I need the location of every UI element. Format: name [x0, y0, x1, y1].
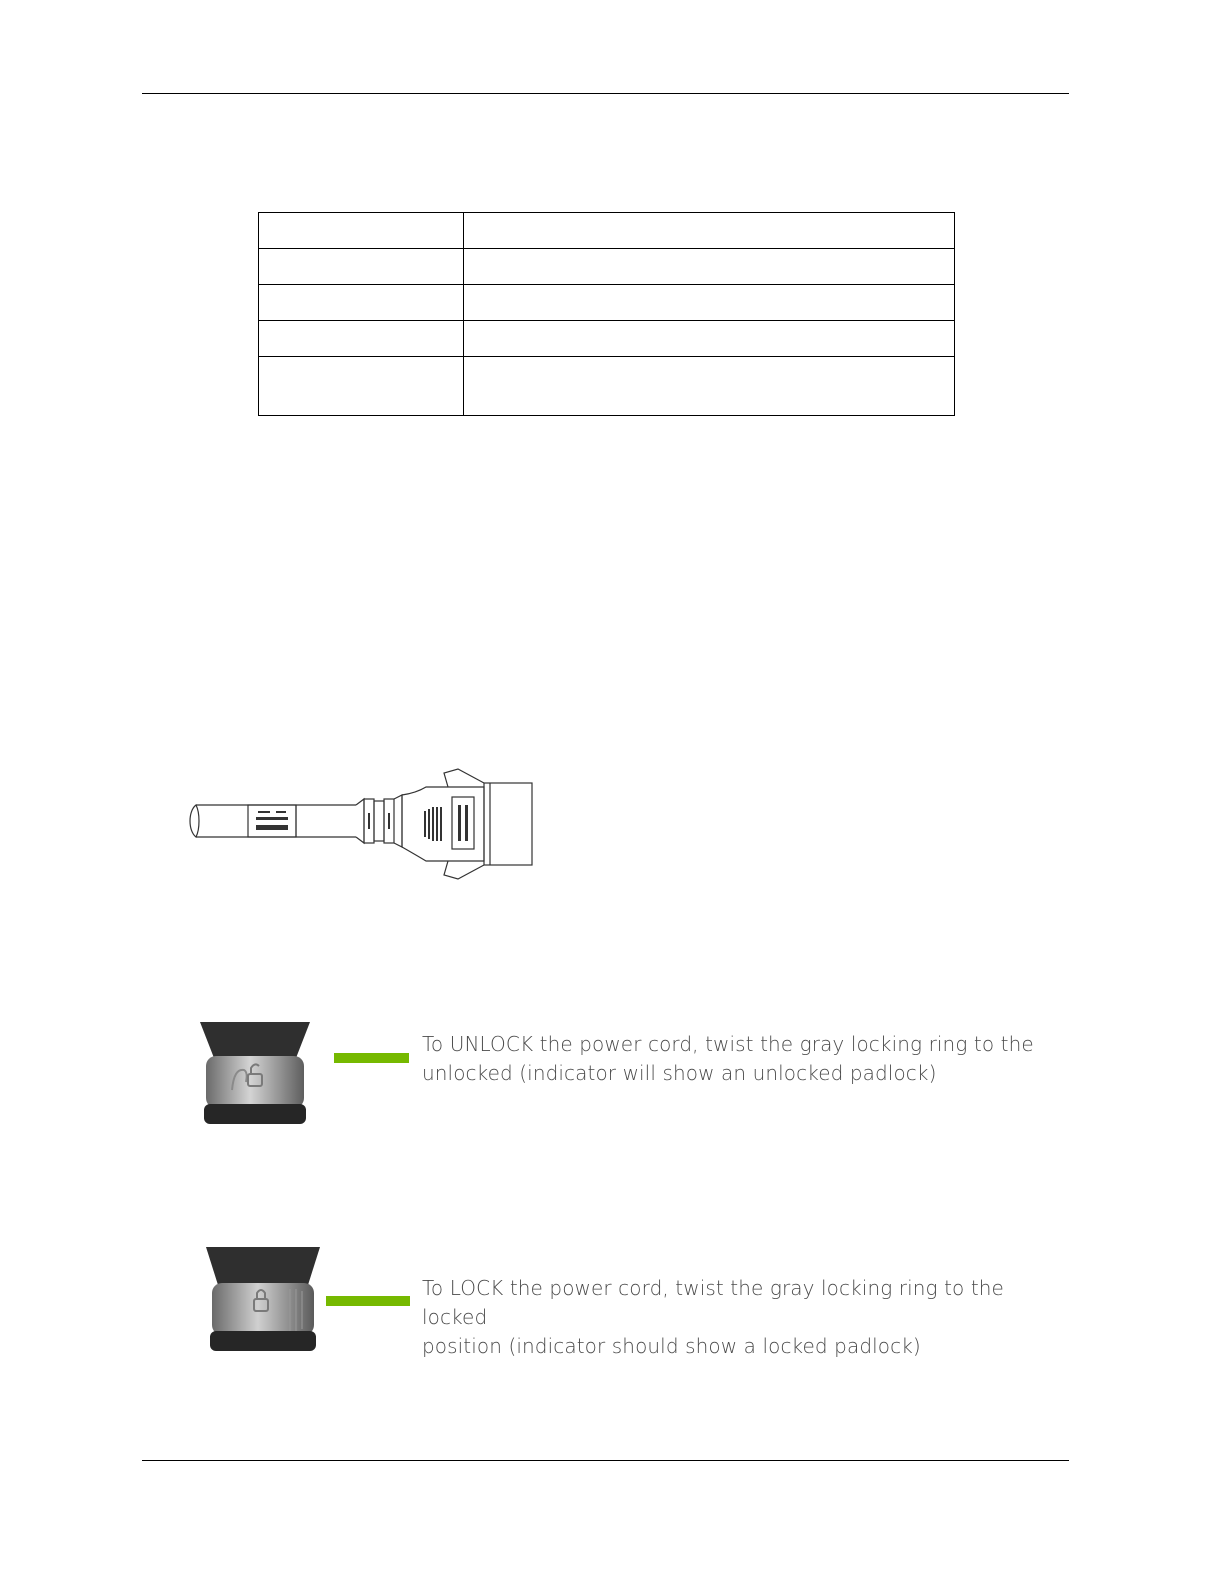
- locked-locking-ring-photo: [204, 1245, 322, 1353]
- header-rule: [142, 93, 1069, 94]
- footer-rule: [142, 1460, 1069, 1461]
- table-cell: [464, 321, 955, 357]
- table-cell: [259, 321, 464, 357]
- table-row: [259, 285, 955, 321]
- table-row: [259, 249, 955, 285]
- unlocked-locking-ring-photo: [196, 1020, 314, 1126]
- table-cell: [259, 285, 464, 321]
- lock-indicator-bar: [326, 1296, 410, 1306]
- table-cell: [464, 285, 955, 321]
- lock-instruction-line: position (indicator should show a locked padlock): [422, 1334, 921, 1358]
- table-row: [259, 321, 955, 357]
- power-cord-connector-drawing: [186, 765, 536, 883]
- unlock-instruction-line: To UNLOCK the power cord, twist the gray locking ring to the: [422, 1032, 1034, 1056]
- unlock-instruction-line: unlocked (indicator will show an unlocked padlock): [422, 1061, 937, 1085]
- table-cell: [464, 357, 955, 416]
- table-cell: [259, 357, 464, 416]
- table-cell: [464, 213, 955, 249]
- table-row: [259, 357, 955, 416]
- table-cell: [259, 213, 464, 249]
- table-row: [259, 213, 955, 249]
- table-cell: [464, 249, 955, 285]
- unlock-indicator-bar: [334, 1053, 409, 1063]
- lock-instruction: [422, 1274, 1072, 1361]
- unlock-instruction: [422, 1030, 1072, 1088]
- spec-table: [258, 212, 955, 416]
- table-cell: [259, 249, 464, 285]
- lock-instruction-line: To LOCK the power cord, twist the gray locking ring to the locked: [422, 1276, 1004, 1329]
